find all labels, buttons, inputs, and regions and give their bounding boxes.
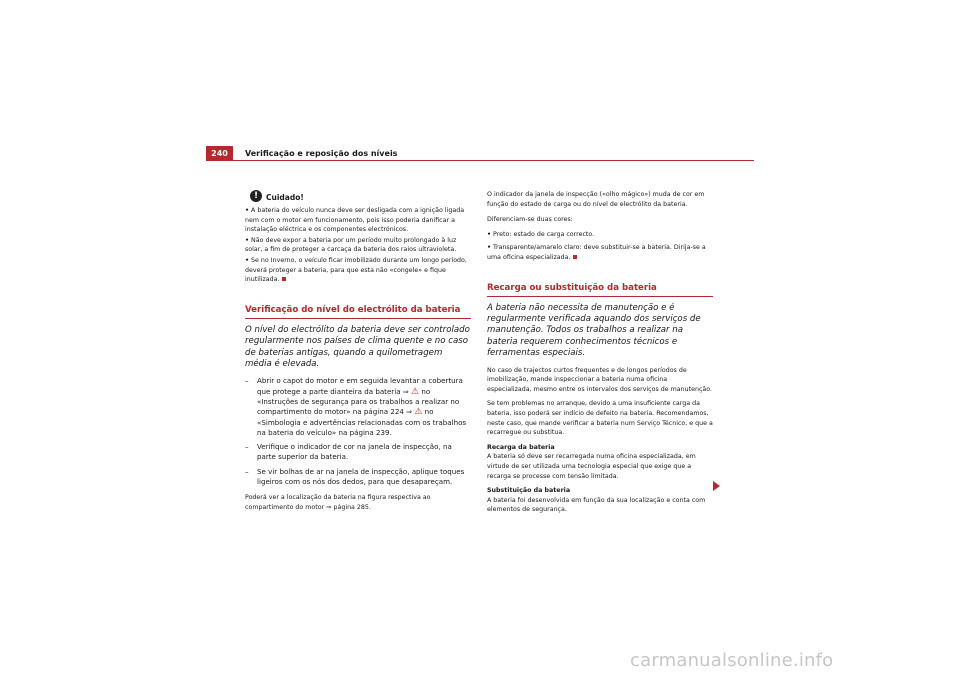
color-item: • Preto: estado de carga correcto. bbox=[487, 230, 595, 238]
caution-item: • Se no Inverno, o veículo ficar imobilizado durante um longo período, deverá proteger a bateria, para que esta não «congele» e fique inutilizada. bbox=[245, 256, 467, 284]
section-end-icon bbox=[573, 255, 577, 259]
header-divider bbox=[206, 160, 754, 161]
replacement-text: A bateria foi desenvolvida em função da sua localização e conta com elementos de segurança. bbox=[487, 496, 706, 514]
bullet-icon: • bbox=[245, 256, 250, 264]
exclamation-icon: ! bbox=[250, 190, 262, 202]
caution-item: • Não deve expor a bateria por um período muito prolongado à luz solar, a fim de proteger a carcaça da bateria dos raios ultravioleta. bbox=[245, 236, 457, 254]
subheading-recharge: Recarga da bateria bbox=[487, 443, 555, 451]
page-header-title: Verificação e reposição dos níveis bbox=[245, 149, 398, 158]
warning-triangle-icon: ⚠ bbox=[414, 407, 423, 418]
step-item: – Abrir o capot do motor e em seguida levantar a cobertura que protege a parte dianteira da bateria ⇒ ⚠ no «Instruções de segurança para os trabalhos a realizar no compartimento do motor» na página 224 ⇒ ⚠ no «Simbologia e advertências relacionadas com os trabalhos na bateria do veículo» na página 239. bbox=[245, 376, 467, 437]
section-end-icon bbox=[282, 277, 286, 281]
recharge-paragraph: No caso de trajectos curtos frequentes e de longos períodos de imobilização, mande inspeccionar a bateria numa oficina especializada, mesmo entre os intervalos dos serviços de manutenção. bbox=[487, 366, 713, 393]
color-item: • Transparente/amarelo claro: deve substituir-se a bateria. Dirija-se a uma oficina especializada. bbox=[487, 244, 706, 261]
caution-item: • A bateria do veículo nunca deve ser desligada com a ignição ligada nem com o motor em funcionamento, pois isso poderia danificar a instalação eléctrica e os componentes electrónicos. bbox=[245, 207, 465, 234]
step-item: – Se vir bolhas de ar na janela de inspecção, aplique toques ligeiros com os nós dos dedos, para que desapareçam. bbox=[245, 466, 465, 487]
subheading-replacement: Substituição da bateria bbox=[487, 487, 571, 495]
bullet-icon: • bbox=[245, 236, 250, 244]
section-intro-recharge: A bateria não necessita de manutenção e é regularmente verificada aquando dos serviços de manutenção. Todos os trabalhos a realizar na bateria requerem conhecimentos técnicos e ferramentas especiais. bbox=[487, 302, 701, 359]
watermark: carmanualsonline.info bbox=[630, 650, 834, 671]
recharge-text: A bateria só deve ser recarregada numa oficina especializada, em virtude de ser utilizada uma tecnologia especial que exige que a recarga se processe com tensão limitada. bbox=[487, 453, 696, 480]
page-number: 240 bbox=[206, 146, 233, 161]
bullet-icon: • bbox=[487, 230, 492, 238]
caution-title: Cuidado! bbox=[266, 193, 304, 202]
inspection-window-text: O indicador da janela de inspecção («olho mágico») muda de cor em função do estado de carga ou do nível de electrólito da bateria. bbox=[487, 191, 705, 208]
warning-triangle-icon: ⚠ bbox=[411, 386, 420, 397]
step-item: – Verifique o indicador de cor na janela de inspecção, na parte superior da bateria. bbox=[245, 442, 452, 462]
right-column bbox=[487, 190, 713, 517]
bullet-icon: • bbox=[245, 207, 250, 214]
battery-location-note: Poderá ver a localização da bateria na figura respectiva ao compartimento do motor ⇒ página 285. bbox=[245, 494, 431, 511]
section-title-electrolyte: Verificação do nível do electrólito da bateria bbox=[245, 305, 471, 319]
colors-intro: Diferenciam-se duas cores: bbox=[487, 216, 573, 224]
bullet-icon: • bbox=[487, 244, 492, 252]
recharge-paragraph: Se tem problemas no arranque, devido a uma insuficiente carga da bateria, isso poderá ser indício de defeito na bateria. Recomendamos, neste caso, que mande verificar a bateria num Serviço Técnico, e que a recarregue ou substitua. bbox=[487, 400, 713, 437]
section-title-recharge: Recarga ou substituição da bateria bbox=[487, 283, 713, 297]
section-intro-electrolyte: O nível do electrólito da bateria deve ser controlado regularmente nos países de clima quente e no caso de baterias antigas, quando a quilometragem média é elevada. bbox=[245, 324, 470, 369]
left-column bbox=[245, 190, 471, 515]
continue-arrow-icon bbox=[713, 481, 720, 491]
caution-header bbox=[245, 190, 471, 202]
